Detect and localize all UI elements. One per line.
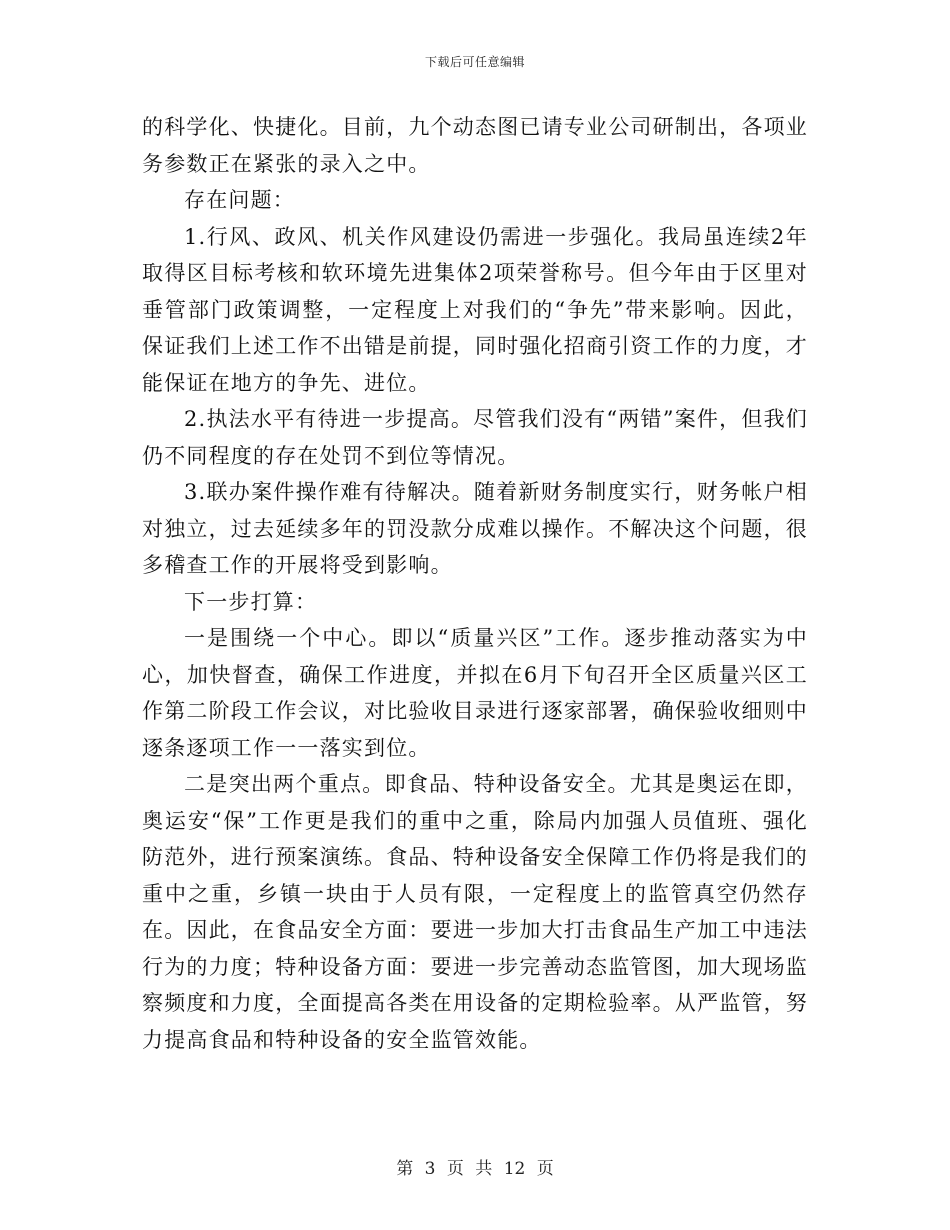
paragraph-plan-1: 一是围绕一个中心。即以“质量兴区”工作。逐步推动落实为中心，加快督查，确保工作进度，并拟在6月下旬召开全区质量兴区工作第二阶段工作会议，对比验收目录进行逐家部署，确保验收细则中逐条逐项工作一一落实到位。 bbox=[142, 626, 808, 760]
page-footer: 第 3 页 共 12 页 bbox=[396, 1159, 554, 1179]
paragraph-problem-3: 3.联办案件操作难有待解决。随着新财务制度实行，财务帐户相对独立，过去延续多年的罚没款分成难以操作。不解决这个问题，很多稽查工作的开展将受到影响。 bbox=[142, 480, 808, 577]
paragraph-problem-1: 1.行风、政风、机关作风建设仍需进一步强化。我局虽连续2年取得区目标考核和软环境先进集体2项荣誉称号。但今年由于区里对垂管部门政策调整，一定程度上对我们的“争先”带来影响。因此，保证我们上述工作不出错是前提，同时强化招商引资工作的力度，才能保证在地方的争先、进位。 bbox=[142, 224, 808, 395]
paragraph-intro-continuation: 的科学化、快捷化。目前，九个动态图已请专业公司研制出，各项业务参数正在紧张的录入之中。 bbox=[142, 115, 808, 176]
document-body bbox=[142, 109, 808, 1058]
page-header: 下载后可任意编辑 bbox=[424, 55, 525, 69]
section-heading-problems: 存在问题： bbox=[184, 188, 295, 212]
paragraph-plan-2: 二是突出两个重点。即食品、特种设备安全。尤其是奥运在即，奥运安“保”工作更是我们的重中之重，除局内加强人员值班、强化防范外，进行预案演练。食品、特种设备安全保障工作仍将是我们的重中之重，乡镇一块由于人员有限，一定程度上的监管真空仍然存在。因此，在食品安全方面：要进一步加大打击食品生产加工中违法行为的力度；特种设备方面：要进一步完善动态监管图，加大现场监察频度和力度，全面提高各类在用设备的定期检验率。从严监管，努力提高食品和特种设备的安全监管效能。 bbox=[142, 772, 808, 1052]
paragraph-problem-2: 2.执法水平有待进一步提高。尽管我们没有“两错”案件，但我们仍不同程度的存在处罚不到位等情况。 bbox=[142, 407, 808, 468]
section-heading-next-steps: 下一步打算： bbox=[184, 589, 318, 614]
